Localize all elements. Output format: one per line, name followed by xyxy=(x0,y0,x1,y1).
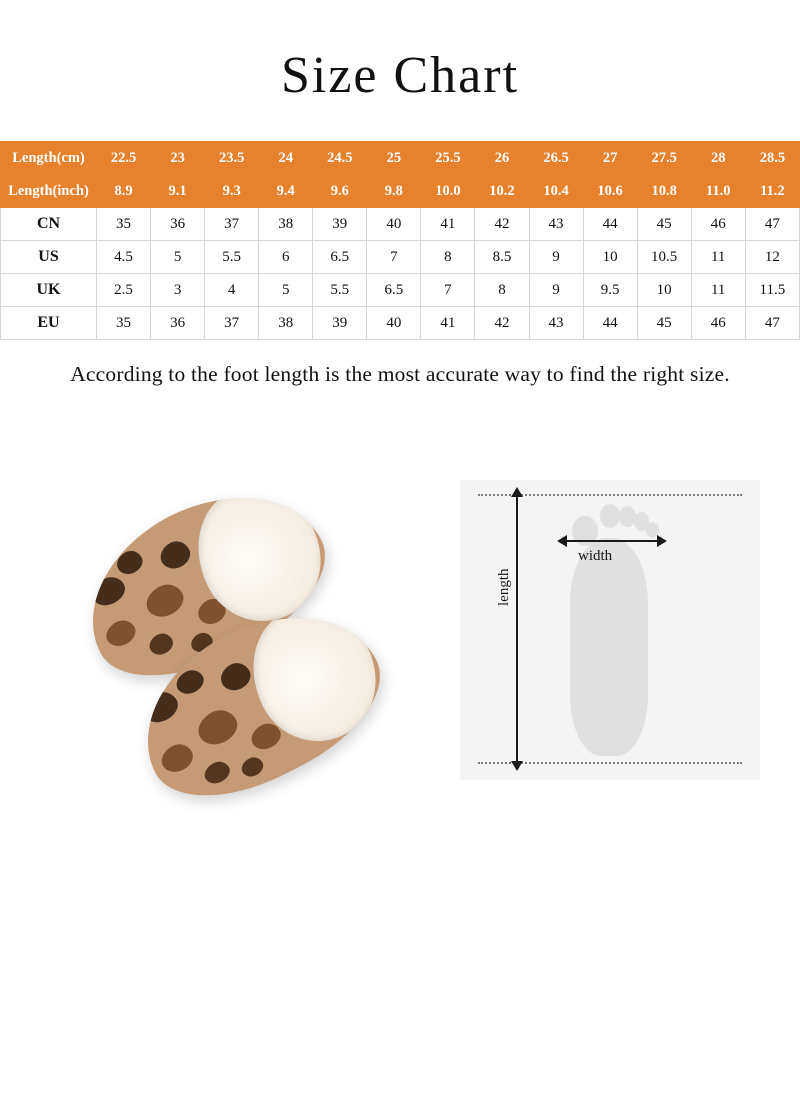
size-chart-body xyxy=(1,142,800,340)
cell: 26 xyxy=(475,142,529,175)
cell: 26.5 xyxy=(529,142,583,175)
cell: 47 xyxy=(745,208,799,241)
cell: 24.5 xyxy=(313,142,367,175)
cell: 8.5 xyxy=(475,241,529,274)
foot-sole-shape xyxy=(570,538,648,756)
cell: 6 xyxy=(259,241,313,274)
cell: 25 xyxy=(367,142,421,175)
cell: 8 xyxy=(475,274,529,307)
cell: 37 xyxy=(205,307,259,340)
cell: 27 xyxy=(583,142,637,175)
length-arrow xyxy=(516,496,518,762)
cell: 11.2 xyxy=(745,175,799,208)
foot-icon xyxy=(556,498,664,760)
cell: 12 xyxy=(745,241,799,274)
cell: 8.9 xyxy=(97,175,151,208)
cell: 11 xyxy=(691,241,745,274)
cell: 24 xyxy=(259,142,313,175)
page-title: Size Chart xyxy=(280,47,520,104)
cell: 25.5 xyxy=(421,142,475,175)
cell: 10.0 xyxy=(421,175,475,208)
cell: 23.5 xyxy=(205,142,259,175)
cell: 5.5 xyxy=(313,274,367,307)
cell: 43 xyxy=(529,307,583,340)
cell: 5.5 xyxy=(205,241,259,274)
dotted-guide-bottom xyxy=(478,762,742,1094)
cell: 10.8 xyxy=(637,175,691,208)
cell: 9 xyxy=(529,274,583,307)
row-label-us: US xyxy=(1,241,97,274)
cell: 10.2 xyxy=(475,175,529,208)
cell: 22.5 xyxy=(97,142,151,175)
cell: 10 xyxy=(583,241,637,274)
cell: 10.4 xyxy=(529,175,583,208)
cell: 8 xyxy=(421,241,475,274)
cell: 6.5 xyxy=(367,274,421,307)
cell: 9.3 xyxy=(205,175,259,208)
cell: 4.5 xyxy=(97,241,151,274)
length-label: length xyxy=(496,568,512,606)
cell: 40 xyxy=(367,208,421,241)
cell: 7 xyxy=(367,241,421,274)
row-label-cn: CN xyxy=(1,208,97,241)
cell: 23 xyxy=(151,142,205,175)
row-label-length-cm: Length(cm) xyxy=(1,142,97,175)
cell: 44 xyxy=(583,208,637,241)
cell: 28 xyxy=(691,142,745,175)
cell: 35 xyxy=(97,307,151,340)
cell: 47 xyxy=(745,307,799,340)
cell: 10.6 xyxy=(583,175,637,208)
table-row xyxy=(1,274,800,307)
cell: 46 xyxy=(691,307,745,340)
measurement-note: According to the foot length is the most accurate way to find the right size. xyxy=(70,362,730,386)
cell: 11 xyxy=(691,274,745,307)
cell: 28.5 xyxy=(745,142,799,175)
table-row xyxy=(1,241,800,274)
table-row xyxy=(1,175,800,208)
cell: 43 xyxy=(529,208,583,241)
cell: 9 xyxy=(529,241,583,274)
cell: 42 xyxy=(475,307,529,340)
cell: 45 xyxy=(637,307,691,340)
cell: 3 xyxy=(151,274,205,307)
cell: 9.8 xyxy=(367,175,421,208)
cell: 40 xyxy=(367,307,421,340)
table-row xyxy=(1,208,800,241)
size-table-wrapper xyxy=(0,141,800,340)
cell: 10.5 xyxy=(637,241,691,274)
table-row xyxy=(1,307,800,340)
foot-measurement-diagram xyxy=(460,480,760,780)
cell: 45 xyxy=(637,208,691,241)
cell: 44 xyxy=(583,307,637,340)
cell: 7 xyxy=(421,274,475,307)
cell: 41 xyxy=(421,208,475,241)
size-chart-table xyxy=(0,141,800,340)
cell: 37 xyxy=(205,208,259,241)
cell: 36 xyxy=(151,208,205,241)
cell: 39 xyxy=(313,208,367,241)
width-arrow xyxy=(566,540,658,542)
slipper-product-photo xyxy=(40,480,420,780)
cell: 38 xyxy=(259,208,313,241)
cell: 27.5 xyxy=(637,142,691,175)
cell: 35 xyxy=(97,208,151,241)
cell: 36 xyxy=(151,307,205,340)
cell: 41 xyxy=(421,307,475,340)
cell: 9.5 xyxy=(583,274,637,307)
cell: 2.5 xyxy=(97,274,151,307)
row-label-uk: UK xyxy=(1,274,97,307)
cell: 39 xyxy=(313,307,367,340)
cell: 9.1 xyxy=(151,175,205,208)
cell: 5 xyxy=(259,274,313,307)
cell: 9.4 xyxy=(259,175,313,208)
cell: 9.6 xyxy=(313,175,367,208)
cell: 11.5 xyxy=(745,274,799,307)
cell: 11.0 xyxy=(691,175,745,208)
cell: 46 xyxy=(691,208,745,241)
table-row xyxy=(1,142,800,175)
cell: 42 xyxy=(475,208,529,241)
cell: 6.5 xyxy=(313,241,367,274)
bottom-panel xyxy=(0,470,800,800)
cell: 38 xyxy=(259,307,313,340)
cell: 4 xyxy=(205,274,259,307)
width-label: width xyxy=(578,548,613,564)
cell: 5 xyxy=(151,241,205,274)
cell: 10 xyxy=(637,274,691,307)
row-label-eu: EU xyxy=(1,307,97,340)
row-label-length-inch: Length(inch) xyxy=(1,175,97,208)
